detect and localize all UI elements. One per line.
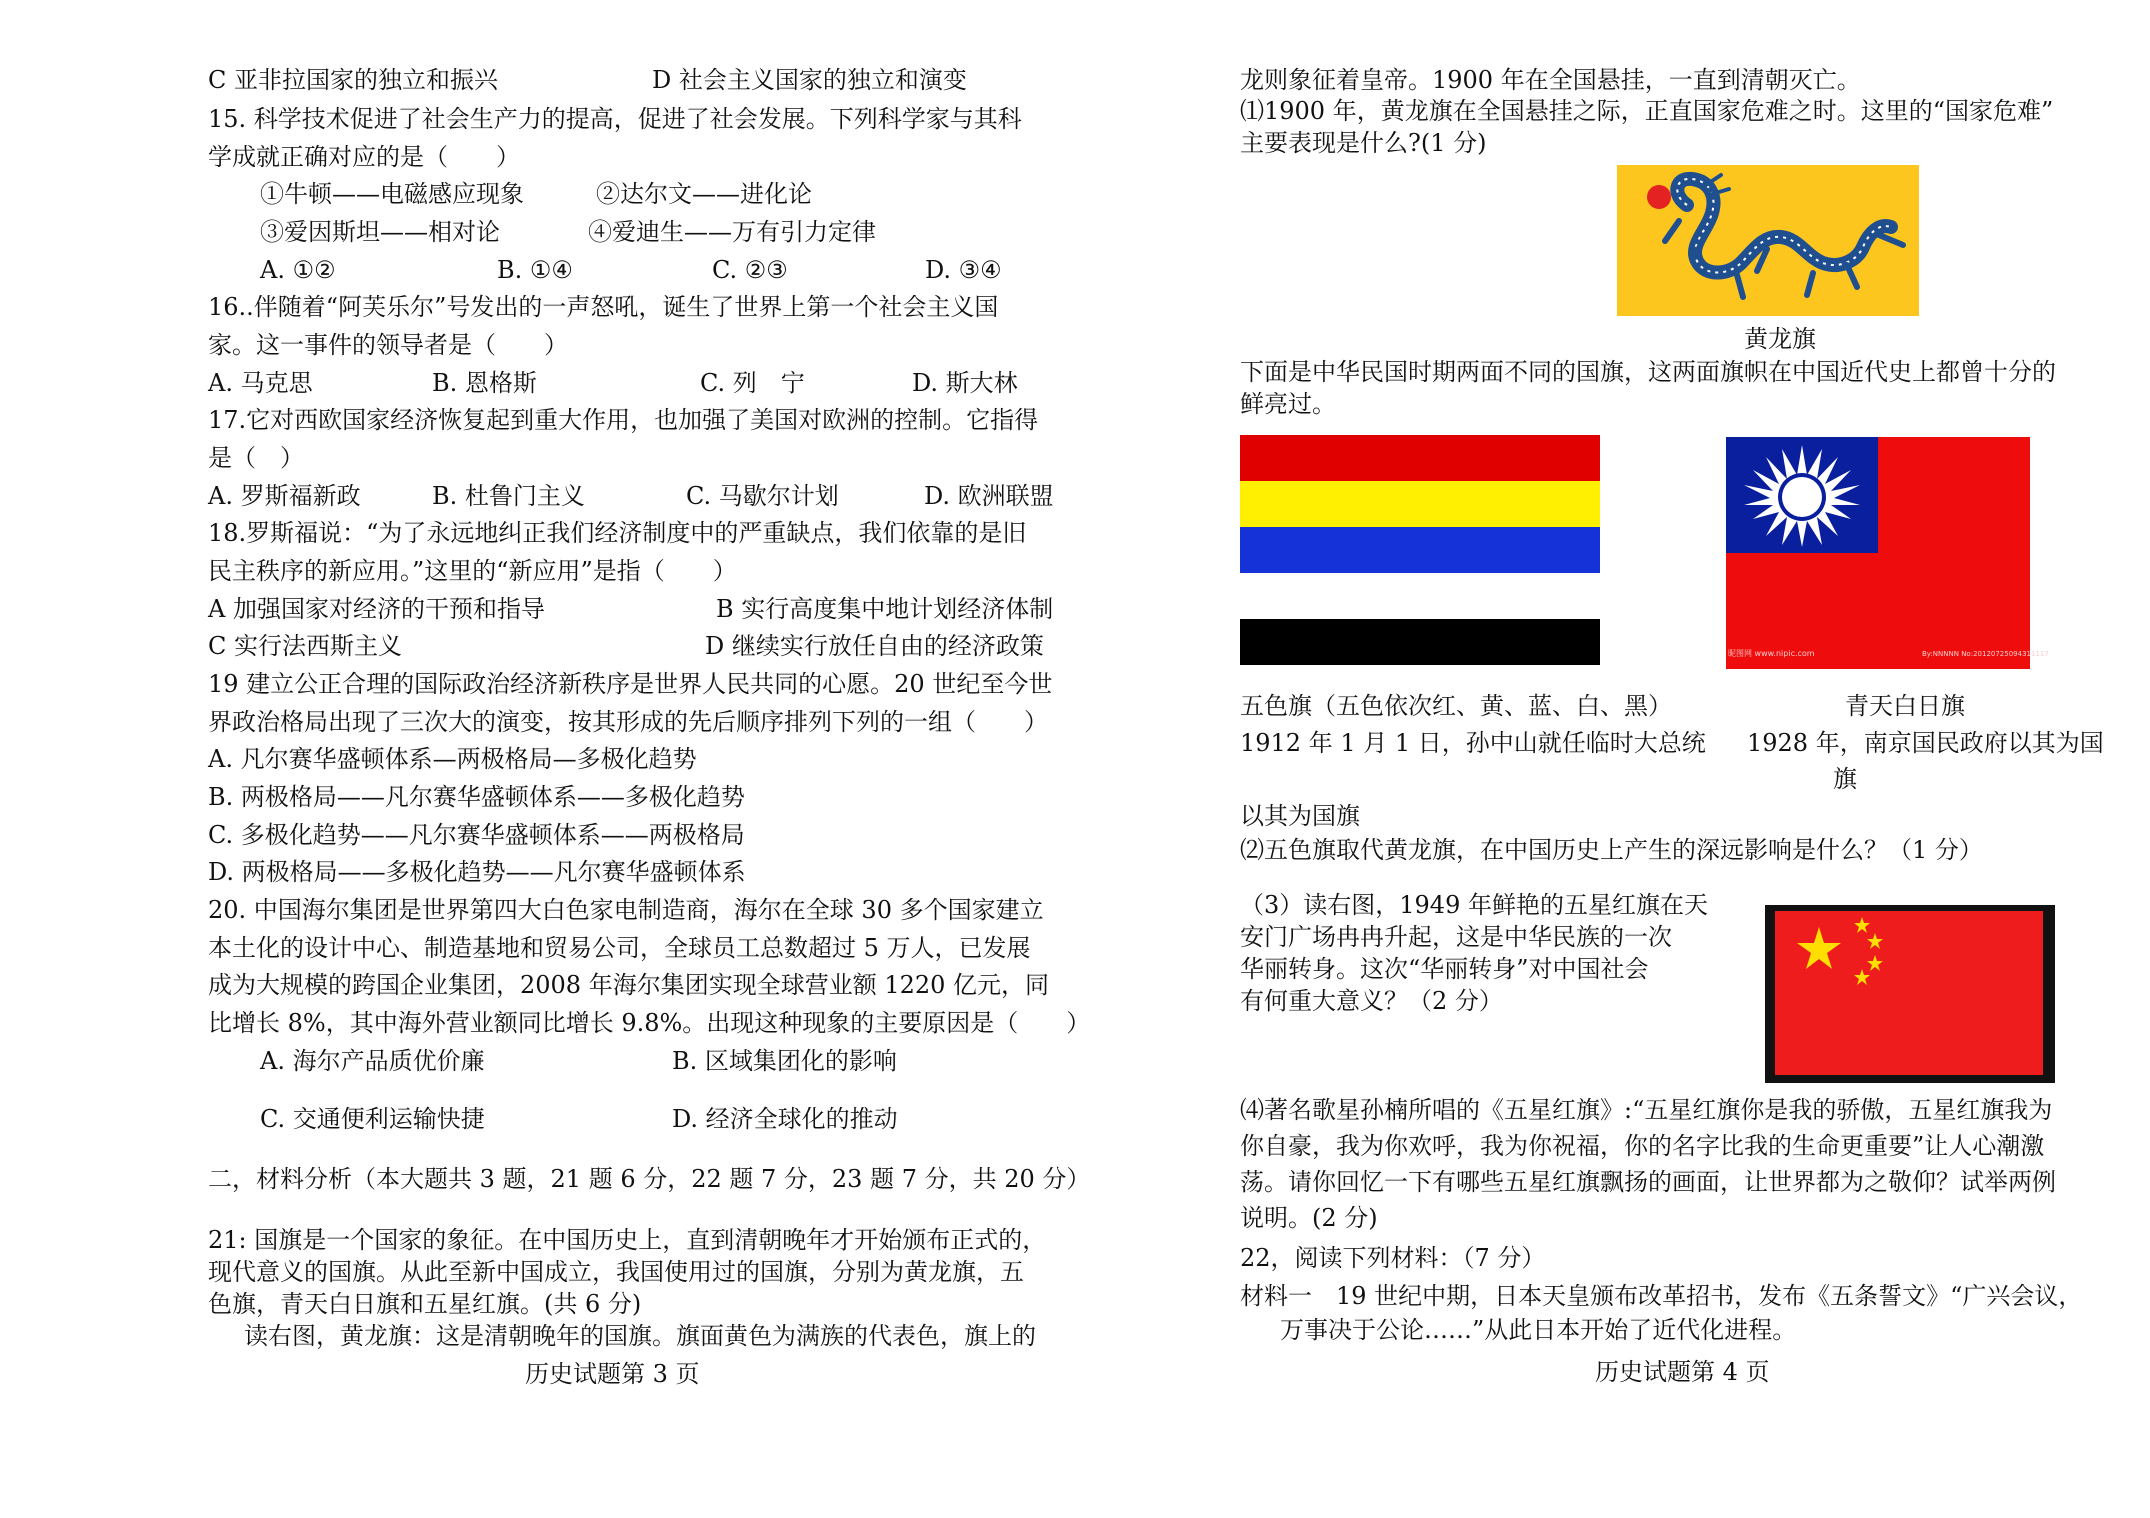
blue-canton: [1726, 437, 1878, 553]
question-17-line-1: 17.它对西欧国家经济恢复起到重大作用，也加强了美国对欧洲的控制。它指得: [208, 406, 1039, 434]
q21-sub-3-line-3: 华丽转身。这次“华丽转身”对中国社会: [1240, 955, 1649, 983]
q15-option-d: D. ③④: [925, 256, 1002, 284]
q21-sub-4-line-2: 你自豪，我为你欢呼，我为你祝福，你的名字比我的生命更重要”让人心潮激: [1240, 1132, 2045, 1160]
q21-sub-4-line-4: 说明。(2 分): [1240, 1204, 1378, 1232]
q16-option-c: C. 列 宁: [700, 369, 805, 397]
q20-option-b: B. 区域集团化的影响: [672, 1047, 897, 1075]
question-15-line-1: 15. 科学技术促进了社会生产力的提高，促进了社会发展。下列科学家与其科: [208, 105, 1022, 133]
five-color-red-stripe: [1240, 435, 1600, 481]
question-17-line-2: 是（ ）: [208, 444, 304, 472]
material-1-line-1: 材料一 19 世纪中期，日本天皇颁布改革招书，发布《五条誓文》“广兴会议，: [1240, 1282, 2083, 1310]
q21-sub-1-line-1: ⑴1900 年，黄龙旗在全国悬挂之际，正直国家危难之时。这里的“国家危难”: [1240, 97, 2054, 125]
option-d-q14: D 社会主义国家的独立和演变: [652, 66, 967, 94]
five-color-note-2: 以其为国旗: [1240, 802, 1360, 830]
q15-option-b: B. ①④: [497, 256, 573, 284]
q17-option-b: B. 杜鲁门主义: [432, 482, 585, 510]
q15-option-a: A. ①②: [260, 256, 336, 284]
question-16-line-2: 家。这一事件的领导者是（ ）: [208, 331, 568, 359]
q15-item-3: ③爱因斯坦——相对论: [260, 218, 500, 246]
q21-sub-1-line-2: 主要表现是什么?(1 分): [1240, 129, 1487, 157]
q19-option-b: B. 两极格局——凡尔赛华盛顿体系——多极化趋势: [208, 783, 745, 811]
white-sun-icon: [1726, 437, 1878, 553]
five-color-black-stripe: [1240, 619, 1600, 665]
roc-flags-intro-line-1: 下面是中华民国时期两面不同的国旗，这两面旗帜在中国近代史上都曾十分的: [1240, 358, 2056, 386]
q18-option-b: B 实行高度集中地计划经济体制: [716, 595, 1054, 623]
question-21-line-2: 现代意义的国旗。从此至新中国成立，我国使用过的国旗，分别为黄龙旗，五: [208, 1258, 1024, 1286]
question-21-line-3: 色旗，青天白日旗和五星红旗。(共 6 分): [208, 1290, 642, 1318]
question-19-line-2: 界政治格局出现了三次大的演变，按其形成的先后顺序排列下列的一组（ ）: [208, 708, 1048, 736]
five-color-caption: 五色旗（五色依次红、黄、蓝、白、黑）: [1240, 692, 1672, 720]
watermark-left: 昵图网 www.nipic.com: [1728, 649, 1815, 658]
yellow-dragon-caption: 黄龙旗: [1744, 325, 1816, 353]
five-star-flag-icon: [1765, 905, 2055, 1083]
q15-option-c: C. ②③: [712, 256, 788, 284]
blue-sky-caption: 青天白日旗: [1845, 692, 1965, 720]
q21-sub-3-line-4: 有何重大意义？（2 分）: [1240, 987, 1503, 1015]
five-color-flag: [1240, 435, 1600, 665]
q17-option-a: A. 罗斯福新政: [208, 482, 361, 510]
q21-sub-2: ⑵五色旗取代黄龙旗，在中国历史上产生的深远影响是什么？（1 分）: [1240, 836, 1983, 864]
q16-option-d: D. 斯大林: [912, 369, 1018, 397]
watermark-right: By:NNNNN No:20120725094311117: [1922, 650, 2049, 658]
q21-text-continued: 龙则象征着皇帝。1900 年在全国悬挂，一直到清朝灭亡。: [1240, 66, 1861, 94]
q21-sub-4-line-1: ⑷著名歌星孙楠所唱的《五星红旗》:“五星红旗你是我的骄傲，五星红旗我为: [1240, 1096, 2053, 1124]
q19-option-d: D. 两极格局——多极化趋势——凡尔赛华盛顿体系: [208, 858, 746, 886]
option-c-q14: C 亚非拉国家的独立和振兴: [208, 66, 498, 94]
question-18-line-2: 民主秩序的新应用。”这里的“新应用”是指（ ）: [208, 557, 737, 585]
five-color-yellow-stripe: [1240, 481, 1600, 527]
question-21-line-4: 读右图，黄龙旗：这是清朝晚年的国旗。旗面黄色为满族的代表色，旗上的: [244, 1322, 1036, 1350]
question-22-heading: 22，阅读下列材料：（7 分）: [1240, 1244, 1546, 1272]
question-16-line-1: 16..伴随着“阿芙乐尔”号发出的一声怒吼，诞生了世界上第一个社会主义国: [208, 293, 999, 321]
q17-option-d: D. 欧洲联盟: [924, 482, 1054, 510]
q21-sub-3-line-2: 安门广场冉冉升起，这是中华民族的一次: [1240, 923, 1672, 951]
blue-sky-note-2: 旗: [1833, 765, 1857, 793]
blue-sky-note-1: 1928 年，南京国民政府以其为国: [1747, 729, 2104, 757]
question-18-line-1: 18.罗斯福说：“为了永远地纠正我们经济制度中的严重缺点，我们依靠的是旧: [208, 519, 1027, 547]
five-star-red-flag: [1765, 905, 2055, 1083]
q18-option-a: A 加强国家对经济的干预和指导: [208, 595, 545, 623]
five-color-blue-stripe: [1240, 527, 1600, 573]
dragon-emblem: [1617, 165, 1919, 316]
blue-sky-white-sun-flag: [1726, 437, 2049, 669]
material-1-line-2: 万事决于公论……”从此日本开始了近代化进程。: [1280, 1316, 1797, 1344]
q15-item-2: ②达尔文——进化论: [596, 180, 812, 208]
q18-option-c: C 实行法西斯主义: [208, 632, 402, 660]
q17-option-c: C. 马歇尔计划: [686, 482, 839, 510]
q15-item-4: ④爱迪生——万有引力定律: [588, 218, 876, 246]
question-20-line-3: 成为大规模的跨国企业集团，2008 年海尔集团实现全球营业额 1220 亿元，同: [208, 971, 1050, 999]
q20-option-a: A. 海尔产品质优价廉: [260, 1047, 485, 1075]
q20-option-c: C. 交通便利运输快捷: [260, 1105, 485, 1133]
q15-item-1: ①牛顿——电磁感应现象: [260, 180, 524, 208]
q20-option-d: D. 经济全球化的推动: [672, 1105, 898, 1133]
question-20-line-1: 20. 中国海尔集团是世界第四大白色家电制造商，海尔在全球 30 多个国家建立: [208, 896, 1044, 924]
question-21-line-1: 21: 国旗是一个国家的象征。在中国历史上，直到清朝晚年才开始颁布正式的，: [208, 1226, 1047, 1254]
question-20-line-2: 本土化的设计中心、制造基地和贸易公司，全球员工总数超过 5 万人，已发展: [208, 934, 1031, 962]
page-footer-4: 历史试题第 4 页: [1595, 1358, 1770, 1386]
five-color-note-1: 1912 年 1 月 1 日，孙中山就任临时大总统: [1240, 729, 1706, 757]
q21-sub-4-line-3: 荡。请你回忆一下有哪些五星红旗飘扬的画面，让世界都为之敬仰？试举两例: [1240, 1168, 2056, 1196]
q19-option-a: A. 凡尔赛华盛顿体系—两极格局—多极化趋势: [208, 745, 697, 773]
roc-flags-intro-line-2: 鲜亮过。: [1240, 390, 1336, 418]
section-2-heading: 二，材料分析（本大题共 3 题，21 题 6 分，22 题 7 分，23 题 7 分，共 20 分）: [208, 1165, 1091, 1193]
q19-option-c: C. 多极化趋势——凡尔赛华盛顿体系——两极格局: [208, 821, 745, 849]
question-20-line-4: 比增长 8%，其中海外营业额同比增长 9.8%。出现这种现象的主要原因是（ ）: [208, 1009, 1091, 1037]
yellow-dragon-flag: [1617, 165, 1919, 316]
q16-option-a: A. 马克思: [208, 369, 313, 397]
q21-sub-3-line-1: （3）读右图，1949 年鲜艳的五星红旗在天: [1240, 891, 1708, 919]
q16-option-b: B. 恩格斯: [432, 369, 537, 397]
question-19-line-1: 19 建立公正合理的国际政治经济新秩序是世界人民共同的心愿。20 世纪至今世: [208, 670, 1053, 698]
page-footer-3: 历史试题第 3 页: [525, 1360, 700, 1388]
right-page: [1075, 0, 2150, 1518]
q18-option-d: D 继续实行放任自由的经济政策: [705, 632, 1044, 660]
question-15-line-2: 学成就正确对应的是（ ）: [208, 143, 520, 171]
five-color-white-stripe: [1240, 573, 1600, 619]
